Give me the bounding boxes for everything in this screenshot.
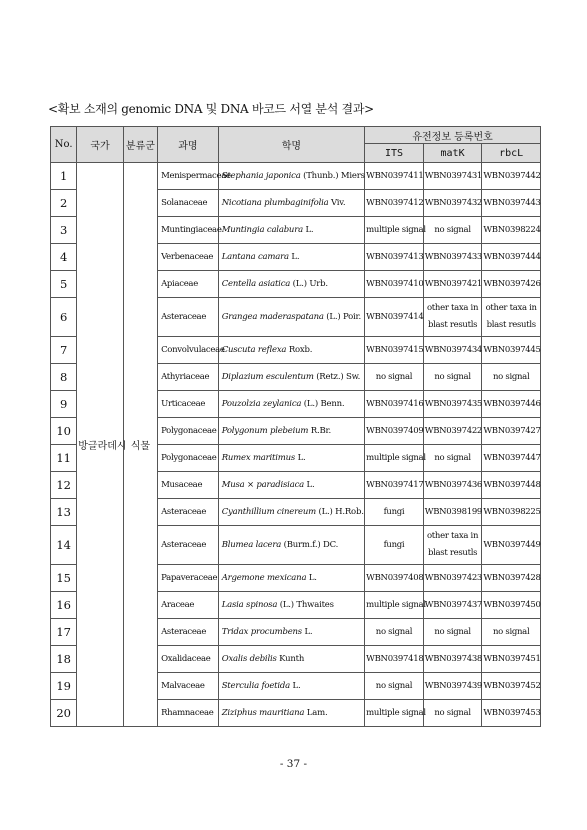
its-cell: multiple signal [365,445,424,472]
scientific-name-cell [218,526,364,565]
family-cell: Asteraceae [158,619,219,646]
row-number: 7 [51,337,77,364]
rbcl-cell: WBN0397426 [482,271,541,298]
row-number: 3 [51,217,77,244]
family-cell: Convolvulaceae [158,337,219,364]
genus-species: Argemone mexicana [221,573,307,583]
rbcl-cell: WBN0398224 [482,217,541,244]
matk-cell: WBN0397421 [423,271,482,298]
row-number: 5 [51,271,77,298]
scientific-name-cell [218,298,364,337]
matk-cell: no signal [423,364,482,391]
author-citation: L. [288,252,300,262]
genus-species: Polygonum plebeium [221,426,309,436]
matk-cell: no signal [423,445,482,472]
row-number: 11 [51,445,77,472]
author-citation: Viv. [328,198,346,208]
matk-cell: no signal [423,217,482,244]
rbcl-cell: WBN0397445 [482,337,541,364]
row-number: 15 [51,565,77,592]
its-cell: WBN0397409 [365,418,424,445]
author-citation: Lam. [304,708,328,718]
genus-species: Blumea lacera [221,540,282,550]
row-number: 20 [51,700,77,727]
header-taxon: 분류군 [123,127,157,163]
its-cell: WBN0397410 [365,271,424,298]
author-citation: L. [302,225,314,235]
row-number: 18 [51,646,77,673]
row-number: 2 [51,190,77,217]
matk-cell: WBN0397431 [423,163,482,190]
genus-species: Cyanthillium cinereum [221,507,316,517]
family-cell: Asteraceae [158,499,219,526]
matk-cell: WBN0397435 [423,391,482,418]
matk-cell: other taxa in blast resutls [423,298,482,337]
header-its: ITS [365,144,424,163]
row-number: 12 [51,472,77,499]
genus-species: Muntingia calabura [221,225,303,235]
family-cell: Polygonaceae [158,445,219,472]
author-citation: (L.) Poir. [323,312,361,322]
header-family: 과명 [158,127,219,163]
matk-cell: WBN0398199 [423,499,482,526]
rbcl-cell: other taxa in blast resutls [482,298,541,337]
row-number: 10 [51,418,77,445]
rbcl-cell: WBN0397442 [482,163,541,190]
family-cell: Malvaceae [158,673,219,700]
genus-species: Ziziphus mauritiana [221,708,305,718]
its-cell: multiple signal [365,217,424,244]
author-citation: L. [295,453,306,463]
scientific-name-cell [218,646,364,673]
header-scientific-name: 학명 [218,127,364,163]
matk-cell: WBN0397433 [423,244,482,271]
header-matk: matK [423,144,482,163]
family-cell: Oxalidaceae [158,646,219,673]
row-number: 14 [51,526,77,565]
its-cell: WBN0397416 [365,391,424,418]
author-citation: (L.) H.Rob. [315,507,364,517]
author-citation: L. [306,573,317,583]
row-number: 19 [51,673,77,700]
author-citation: R.Br. [308,426,331,436]
author-citation: Kunth [276,654,305,664]
genus-species: Diplazium esculentum [221,372,314,382]
scientific-name-cell [218,673,364,700]
rbcl-cell: WBN0397452 [482,673,541,700]
genus-species: Tridax procumbens [221,627,302,637]
scientific-name-cell [218,337,364,364]
rbcl-cell: WBN0397428 [482,565,541,592]
scientific-name-cell [218,418,364,445]
author-citation: Roxb. [286,345,313,355]
header-genetic-registration: 유전정보 등록번호 [365,127,541,144]
rbcl-cell: WBN0397446 [482,391,541,418]
matk-cell: other taxa in blast resutls [423,526,482,565]
page-number: - 37 - [279,758,308,770]
family-cell: Urticaceae [158,391,219,418]
scientific-name-cell [218,565,364,592]
scientific-name-cell [218,271,364,298]
author-citation: (Burm.f.) DC. [281,540,339,550]
scientific-name-cell [218,364,364,391]
matk-cell: no signal [423,619,482,646]
header-no: No. [51,127,77,163]
scientific-name-cell [218,190,364,217]
author-citation: L. [290,681,301,691]
its-cell: WBN0397417 [365,472,424,499]
family-cell: Araceae [158,592,219,619]
genomic-dna-barcode-table [50,126,541,727]
genus-species: Rumex maritimus [221,453,296,463]
row-number: 1 [51,163,77,190]
family-cell: Solanaceae [158,190,219,217]
scientific-name-cell [218,217,364,244]
author-citation: (L.) Urb. [290,279,328,289]
scientific-name-cell [218,592,364,619]
row-number: 4 [51,244,77,271]
its-cell: fungi [365,499,424,526]
its-cell: WBN0397414 [365,298,424,337]
author-citation: (Thunb.) Miers [300,171,365,181]
rbcl-cell: WBN0398225 [482,499,541,526]
author-citation: (Retz.) Sw. [313,372,361,382]
its-cell: WBN0397408 [365,565,424,592]
matk-cell: WBN0397422 [423,418,482,445]
rbcl-cell: WBN0397449 [482,526,541,565]
row-number: 9 [51,391,77,418]
table-caption: <확보 소재의 genomic DNA 및 DNA 바코드 서열 분석 결과> [48,102,374,116]
rbcl-cell: WBN0397448 [482,472,541,499]
matk-cell: WBN0397434 [423,337,482,364]
its-cell: WBN0397412 [365,190,424,217]
rbcl-cell: WBN0397451 [482,646,541,673]
scientific-name-cell [218,619,364,646]
author-citation: L. [304,480,315,490]
its-cell: WBN0397415 [365,337,424,364]
header-country: 국가 [77,127,123,163]
family-cell: Asteraceae [158,298,219,337]
rbcl-cell: no signal [482,619,541,646]
scientific-name-cell [218,391,364,418]
family-cell: Asteraceae [158,526,219,565]
genus-species: Lantana camara [221,252,289,262]
rbcl-cell: WBN0397427 [482,418,541,445]
its-cell: multiple signal [365,592,424,619]
its-cell: WBN0397418 [365,646,424,673]
its-cell: no signal [365,619,424,646]
its-cell: no signal [365,364,424,391]
genus-species: Lasia spinosa [221,600,278,610]
genus-species: Musa × paradisiaca [221,480,304,490]
matk-cell: WBN0397439 [423,673,482,700]
row-number: 8 [51,364,77,391]
family-cell: Papaveraceae [158,565,219,592]
taxon-cell: 식물 [123,163,157,727]
rbcl-cell: WBN0397450 [482,592,541,619]
matk-cell: WBN0397436 [423,472,482,499]
matk-cell: WBN0397432 [423,190,482,217]
rbcl-cell: WBN0397447 [482,445,541,472]
family-cell: Verbenaceae [158,244,219,271]
author-citation: (L.) Thwaites [277,600,334,610]
family-cell: Muntingiaceae [158,217,219,244]
scientific-name-cell [218,700,364,727]
genus-species: Pouzolzia zeylanica [221,399,302,409]
genus-species: Stephania japonica [221,171,301,181]
table-row [51,163,541,190]
author-citation: L. [301,627,313,637]
row-number: 17 [51,619,77,646]
matk-cell: WBN0397437 [423,592,482,619]
header-rbcl: rbcL [482,144,541,163]
scientific-name-cell [218,472,364,499]
genus-species: Centella asiatica [221,279,291,289]
rbcl-cell: WBN0397453 [482,700,541,727]
family-cell: Athyriaceae [158,364,219,391]
scientific-name-cell [218,244,364,271]
table-body [51,163,541,727]
genus-species: Nicotiana plumbaginifolia [221,198,329,208]
rbcl-cell: WBN0397443 [482,190,541,217]
matk-cell: no signal [423,700,482,727]
family-cell: Rhamnaceae [158,700,219,727]
genus-species: Oxalis debilis [221,654,277,664]
row-number: 6 [51,298,77,337]
family-cell: Apiaceae [158,271,219,298]
scientific-name-cell [218,445,364,472]
scientific-name-cell [218,499,364,526]
its-cell: WBN0397413 [365,244,424,271]
matk-cell: WBN0397438 [423,646,482,673]
rbcl-cell: WBN0397444 [482,244,541,271]
rbcl-cell: no signal [482,364,541,391]
family-cell: Musaceae [158,472,219,499]
genus-species: Sterculia foetida [221,681,290,691]
its-cell: fungi [365,526,424,565]
genus-species: Grangea maderaspatana [221,312,324,322]
family-cell: Menispermaceae [158,163,219,190]
row-number: 13 [51,499,77,526]
scientific-name-cell [218,163,364,190]
row-number: 16 [51,592,77,619]
author-citation: (L.) Benn. [301,399,345,409]
its-cell: multiple signal [365,700,424,727]
its-cell: no signal [365,673,424,700]
matk-cell: WBN0397423 [423,565,482,592]
family-cell: Polygonaceae [158,418,219,445]
country-cell: 방글라데시 [77,163,123,727]
its-cell: WBN0397411 [365,163,424,190]
genus-species: Cuscuta reflexa [221,345,287,355]
